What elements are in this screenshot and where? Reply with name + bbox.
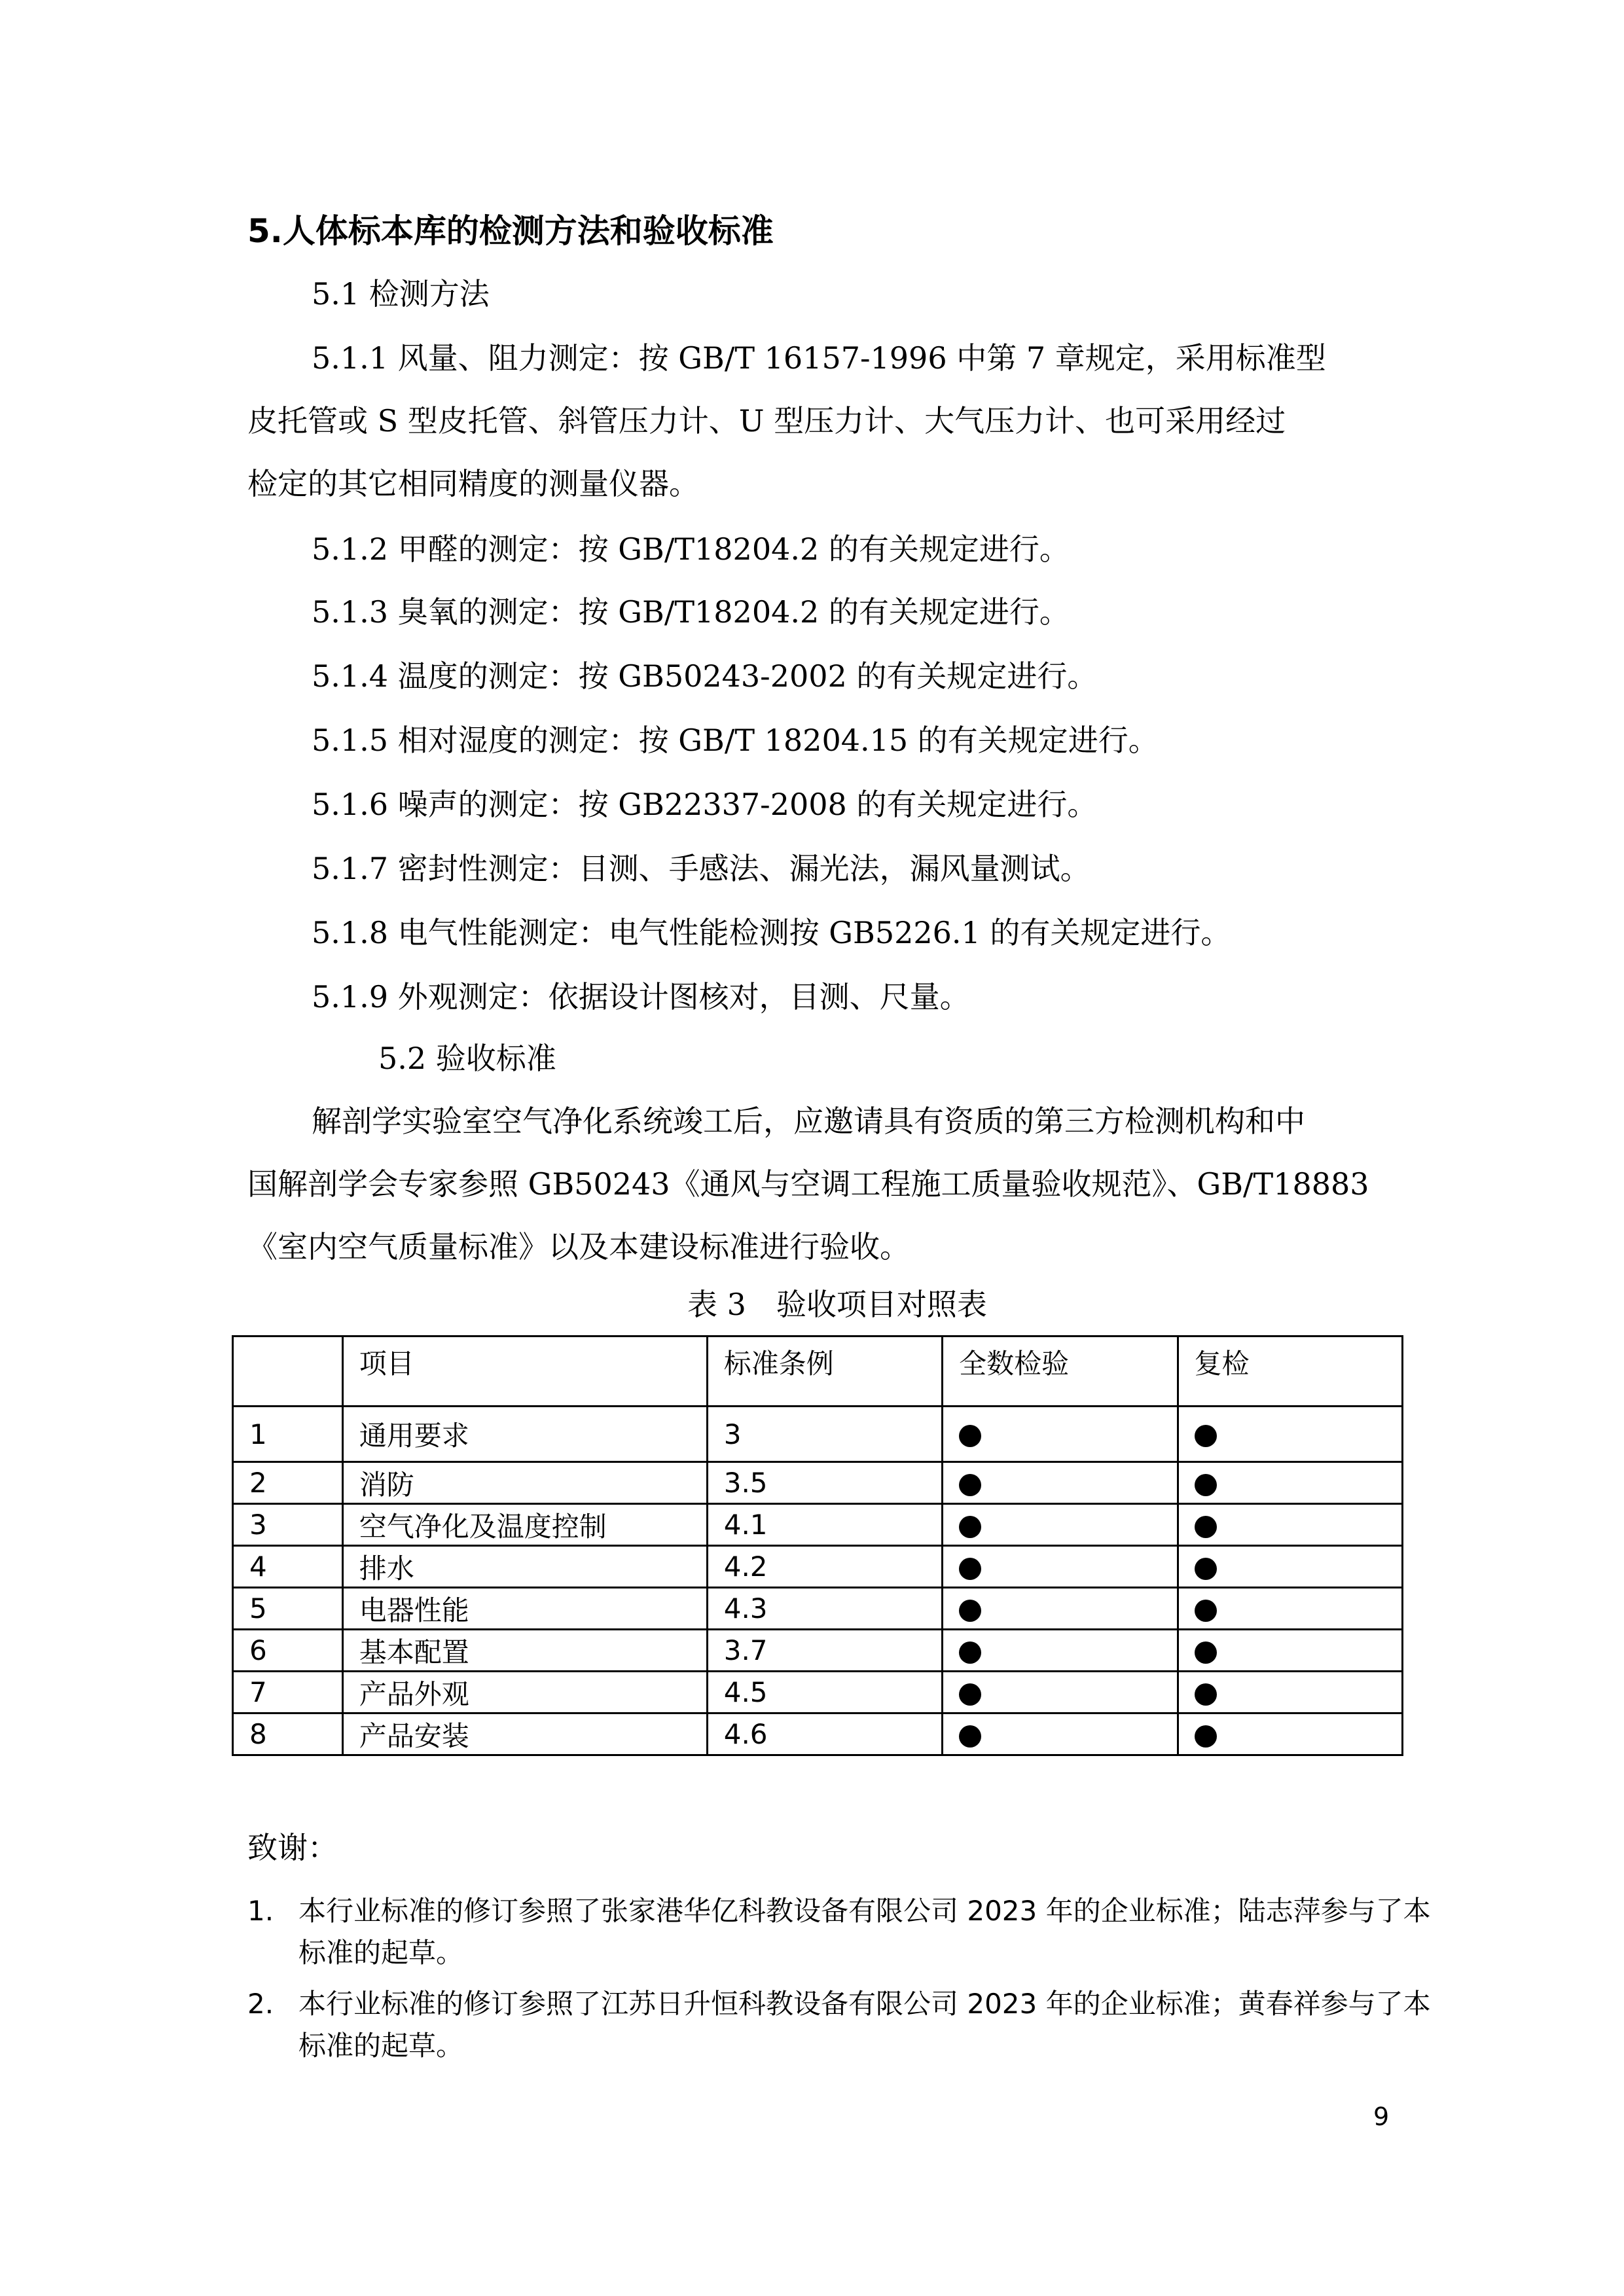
table-row <box>233 1546 1403 1588</box>
cell-index: 6 <box>233 1630 343 1672</box>
acknowledgements-title: 致谢： <box>247 1830 338 1865</box>
header-cell-index <box>233 1336 343 1407</box>
cell-clause: 3.7 <box>707 1630 942 1672</box>
cell-reinspection <box>1178 1588 1402 1630</box>
cell-index: 7 <box>233 1672 343 1713</box>
cell-reinspection <box>1178 1672 1402 1713</box>
cell-clause: 4.5 <box>707 1672 942 1713</box>
cell-reinspection <box>1178 1407 1402 1462</box>
cell-full-inspection <box>943 1672 1178 1713</box>
cell-item: 消防 <box>342 1462 707 1504</box>
cell-full-inspection <box>943 1462 1178 1504</box>
paragraph-5-1-4: 5.1.4 温度的测定：按 GB50243-2002 的有关规定进行。 <box>312 658 1098 694</box>
filled-circle-icon <box>1195 1425 1217 1447</box>
filled-circle-icon <box>959 1683 981 1706</box>
filled-circle-icon <box>959 1558 981 1580</box>
acceptance-items-table <box>232 1335 1403 1756</box>
cell-index: 5 <box>233 1588 343 1630</box>
cell-item: 产品安装 <box>342 1713 707 1755</box>
filled-circle-icon <box>959 1641 981 1664</box>
cell-item: 产品外观 <box>342 1672 707 1713</box>
filled-circle-icon <box>1195 1516 1217 1538</box>
cell-item: 基本配置 <box>342 1630 707 1672</box>
cell-reinspection <box>1178 1462 1402 1504</box>
filled-circle-icon <box>959 1516 981 1538</box>
paragraph-5-1-8: 5.1.8 电气性能测定：电气性能检测按 GB5226.1 的有关规定进行。 <box>312 915 1231 950</box>
table-row <box>233 1407 1403 1462</box>
cell-full-inspection <box>943 1588 1178 1630</box>
filled-circle-icon <box>1195 1600 1217 1622</box>
cell-index: 1 <box>233 1407 343 1462</box>
cell-item: 排水 <box>342 1546 707 1588</box>
cell-item: 通用要求 <box>342 1407 707 1462</box>
cell-full-inspection <box>943 1407 1178 1462</box>
table-row <box>233 1713 1403 1755</box>
subsection-title-5-1: 5.1 检测方法 <box>312 276 490 312</box>
filled-circle-icon <box>959 1474 981 1496</box>
filled-circle-icon <box>959 1725 981 1748</box>
cell-clause: 3.5 <box>707 1462 942 1504</box>
filled-circle-icon <box>1195 1641 1217 1664</box>
paragraph-5-1-5: 5.1.5 相对湿度的测定：按 GB/T 18204.15 的有关规定进行。 <box>312 723 1159 758</box>
paragraph-5-2-line-1: 解剖学实验室空气净化系统竣工后，应邀请具有资质的第三方检测机构和中 <box>312 1103 1305 1139</box>
table-row <box>233 1504 1403 1546</box>
cell-index: 2 <box>233 1462 343 1504</box>
filled-circle-icon <box>959 1600 981 1622</box>
cell-item: 电器性能 <box>342 1588 707 1630</box>
paragraph-5-1-1-line-3: 检定的其它相同精度的测量仪器。 <box>247 466 699 501</box>
filled-circle-icon <box>959 1425 981 1447</box>
table-row <box>233 1672 1403 1713</box>
paragraph-5-2-line-2: 国解剖学会专家参照 GB50243《通风与空调工程施工质量验收规范》、GB/T18883 <box>247 1166 1369 1202</box>
table-caption: 表 3 验收项目对照表 <box>687 1287 987 1322</box>
cell-reinspection <box>1178 1630 1402 1672</box>
paragraph-5-2-line-3: 《室内空气质量标准》以及本建设标准进行验收。 <box>247 1229 910 1265</box>
cell-clause: 4.3 <box>707 1588 942 1630</box>
table-row <box>233 1462 1403 1504</box>
cell-full-inspection <box>943 1630 1178 1672</box>
cell-full-inspection <box>943 1713 1178 1755</box>
cell-index: 8 <box>233 1713 343 1755</box>
cell-full-inspection <box>943 1504 1178 1546</box>
cell-clause: 4.2 <box>707 1546 942 1588</box>
filled-circle-icon <box>1195 1558 1217 1580</box>
paragraph-5-1-1-line-2: 皮托管或 S 型皮托管、斜管压力计、U 型压力计、大气压力计、也可采用经过 <box>247 403 1286 439</box>
cell-index: 3 <box>233 1504 343 1546</box>
filled-circle-icon <box>1195 1683 1217 1706</box>
page-number: 9 <box>1373 2102 1390 2131</box>
filled-circle-icon <box>1195 1474 1217 1496</box>
table-header-row <box>233 1336 1403 1407</box>
paragraph-5-1-1-line-1: 5.1.1 风量、阻力测定：按 GB/T 16157-1996 中第 7 章规定，采用标准型 <box>312 340 1326 376</box>
cell-clause: 3 <box>707 1407 942 1462</box>
header-cell-full-inspection: 全数检验 <box>943 1336 1178 1407</box>
filled-circle-icon <box>1195 1725 1217 1748</box>
table-row <box>233 1588 1403 1630</box>
cell-index: 4 <box>233 1546 343 1588</box>
cell-reinspection <box>1178 1504 1402 1546</box>
cell-clause: 4.1 <box>707 1504 942 1546</box>
section-heading: 5.人体标本库的检测方法和验收标准 <box>247 212 774 250</box>
subsection-title-5-2: 5.2 验收标准 <box>378 1041 556 1076</box>
header-cell-item: 项目 <box>342 1336 707 1407</box>
list-text: 本行业标准的修订参照了张家港华亿科教设备有限公司 2023 年的企业标准；陆志萍参与了本标准的起草。 <box>298 1895 1431 1969</box>
cell-reinspection <box>1178 1713 1402 1755</box>
paragraph-5-1-2: 5.1.2 甲醛的测定：按 GB/T18204.2 的有关规定进行。 <box>312 531 1070 567</box>
paragraph-5-1-9: 5.1.9 外观测定：依据设计图核对，目测、尺量。 <box>312 979 970 1014</box>
cell-clause: 4.6 <box>707 1713 942 1755</box>
header-cell-clause: 标准条例 <box>707 1336 942 1407</box>
list-text: 本行业标准的修订参照了江苏日升恒科教设备有限公司 2023 年的企业标准；黄春祥参与了本标准的起草。 <box>298 1988 1431 2062</box>
cell-item: 空气净化及温度控制 <box>342 1504 707 1546</box>
header-cell-reinspection: 复检 <box>1178 1336 1402 1407</box>
paragraph-5-1-6: 5.1.6 噪声的测定：按 GB22337-2008 的有关规定进行。 <box>312 787 1098 822</box>
table-row <box>233 1630 1403 1672</box>
list-number: 2. <box>247 1988 274 2020</box>
paragraph-5-1-7: 5.1.7 密封性测定：目测、手感法、漏光法，漏风量测试。 <box>312 851 1091 886</box>
cell-reinspection <box>1178 1546 1402 1588</box>
paragraph-5-1-3: 5.1.3 臭氧的测定：按 GB/T18204.2 的有关规定进行。 <box>312 594 1070 630</box>
cell-full-inspection <box>943 1546 1178 1588</box>
list-number: 1. <box>247 1895 274 1927</box>
